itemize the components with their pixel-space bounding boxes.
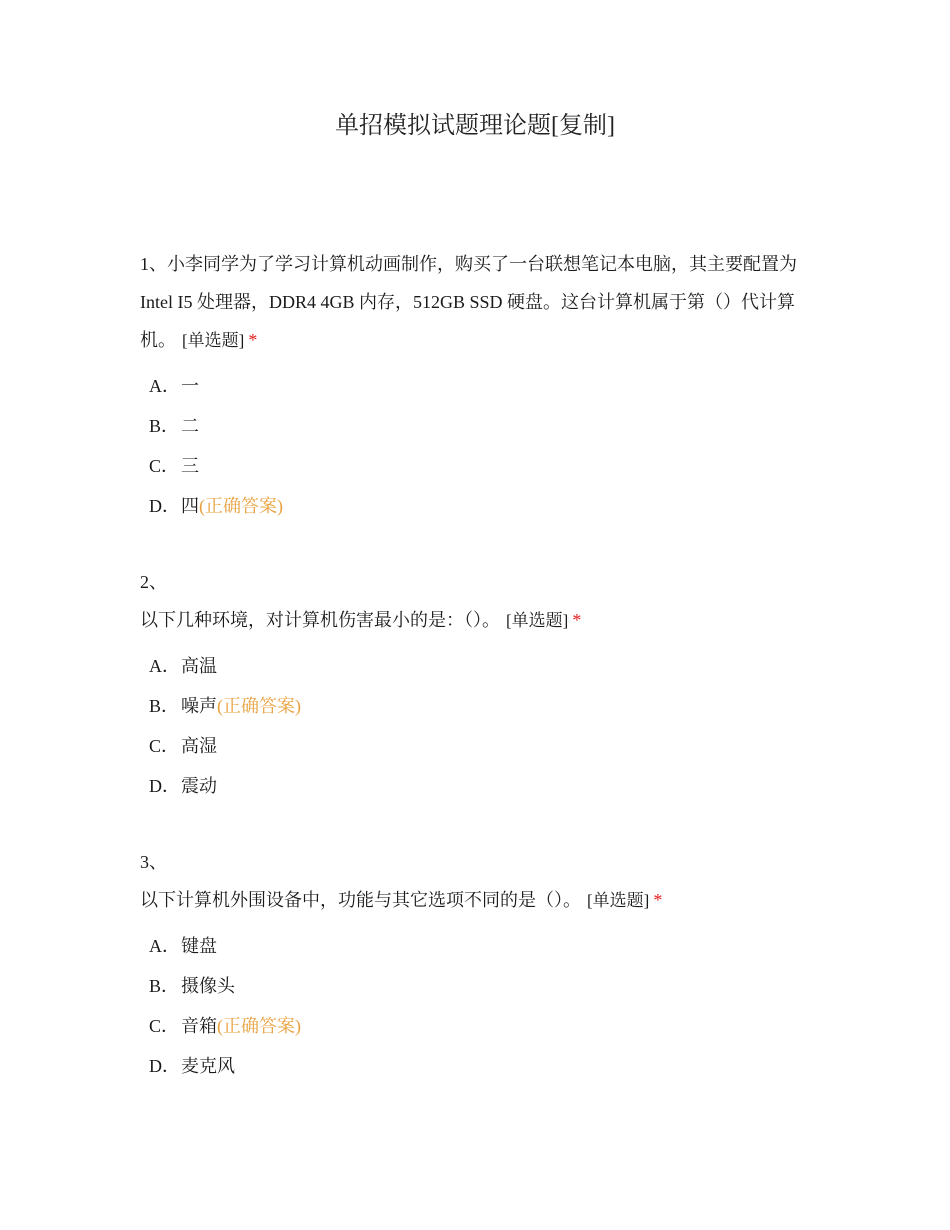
option-text: 高湿 bbox=[181, 736, 217, 756]
question-body: 小李同学为了学习计算机动画制作，购买了一台联想笔记本电脑，其主要配置为 Intel I5 处理器，DDR4 4GB 内存，512GB SSD 硬盘。这台计算机属于第（）代计算机。 bbox=[140, 254, 797, 350]
option-text: 噪声 bbox=[181, 696, 217, 716]
question-body: 以下计算机外围设备中，功能与其它选项不同的是（）。 bbox=[140, 890, 581, 910]
question-text bbox=[140, 563, 810, 640]
option-letter: C． bbox=[149, 736, 180, 756]
option-c[interactable] bbox=[140, 1006, 810, 1046]
option-letter: B． bbox=[149, 976, 180, 996]
option-letter: D． bbox=[149, 776, 180, 796]
option-letter: D． bbox=[149, 496, 180, 516]
option-a[interactable] bbox=[140, 366, 810, 406]
option-d[interactable] bbox=[140, 1046, 810, 1086]
required-marker: * bbox=[248, 330, 258, 350]
option-text: 四 bbox=[181, 496, 199, 516]
question-1 bbox=[140, 245, 810, 526]
option-c[interactable] bbox=[140, 446, 810, 486]
option-b[interactable] bbox=[140, 966, 810, 1006]
correct-answer-label: (正确答案) bbox=[217, 1016, 301, 1036]
question-3 bbox=[140, 843, 810, 1086]
question-number: 3、 bbox=[140, 852, 167, 872]
option-d[interactable] bbox=[140, 766, 810, 806]
option-letter: C． bbox=[149, 456, 180, 476]
option-list bbox=[140, 366, 810, 526]
option-text: 震动 bbox=[181, 776, 217, 796]
option-letter: A． bbox=[149, 936, 180, 956]
question-type-label: [单选题] bbox=[587, 891, 650, 910]
option-text: 二 bbox=[181, 416, 199, 436]
question-2 bbox=[140, 563, 810, 806]
option-text: 三 bbox=[181, 456, 199, 476]
option-a[interactable] bbox=[140, 926, 810, 966]
question-text bbox=[140, 245, 810, 360]
question-number: 1、 bbox=[140, 254, 167, 274]
question-type-label: [单选题] bbox=[182, 331, 245, 350]
option-text: 一 bbox=[181, 376, 199, 396]
question-number: 2、 bbox=[140, 572, 167, 592]
option-letter: A． bbox=[149, 376, 180, 396]
correct-answer-label: (正确答案) bbox=[199, 496, 283, 516]
option-text: 高温 bbox=[181, 656, 217, 676]
option-list bbox=[140, 646, 810, 806]
option-d[interactable] bbox=[140, 486, 810, 526]
question-text bbox=[140, 843, 810, 920]
option-letter: A． bbox=[149, 656, 180, 676]
option-b[interactable] bbox=[140, 406, 810, 446]
required-marker: * bbox=[653, 890, 663, 910]
question-body: 以下几种环境，对计算机伤害最小的是：（）。 bbox=[140, 610, 500, 630]
option-letter: B． bbox=[149, 416, 180, 436]
option-text: 麦克风 bbox=[181, 1056, 235, 1076]
option-list bbox=[140, 926, 810, 1086]
option-text: 键盘 bbox=[181, 936, 217, 956]
correct-answer-label: (正确答案) bbox=[217, 696, 301, 716]
option-c[interactable] bbox=[140, 726, 810, 766]
option-letter: B． bbox=[149, 696, 180, 716]
question-type-label: [单选题] bbox=[506, 611, 569, 630]
option-b[interactable] bbox=[140, 686, 810, 726]
required-marker: * bbox=[572, 610, 582, 630]
option-letter: D． bbox=[149, 1056, 180, 1076]
option-a[interactable] bbox=[140, 646, 810, 686]
option-text: 音箱 bbox=[181, 1016, 217, 1036]
page-title: 单招模拟试题理论题[复制] bbox=[335, 113, 615, 139]
option-letter: C． bbox=[149, 1016, 180, 1036]
option-text: 摄像头 bbox=[181, 976, 235, 996]
